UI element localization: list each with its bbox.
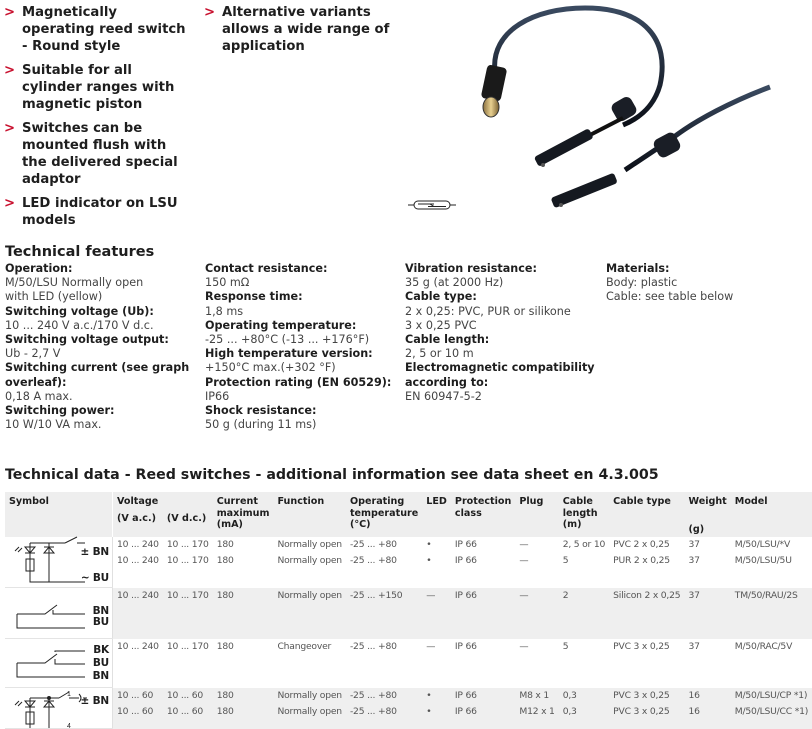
cell-value: 37 — [688, 539, 700, 550]
cell-value: M/50/RAC/5V — [734, 640, 793, 652]
feature-label: Response time: — [205, 290, 303, 304]
cell-cable-type — [609, 639, 684, 688]
cell-value: 2 — [562, 589, 569, 601]
cell-value: 5 — [562, 640, 569, 652]
bullet-column-1 — [4, 4, 194, 236]
cell-value: 37 — [688, 589, 700, 601]
technical-data-table — [5, 492, 812, 729]
sensor-body — [551, 173, 618, 209]
cell-led — [422, 688, 451, 729]
header-function: Function — [273, 492, 345, 537]
feature-label: Vibration resistance: — [405, 262, 537, 275]
feature-value: Body: plastic — [606, 276, 678, 290]
header-voltage-ac: Voltage (V a.c.) — [113, 492, 163, 537]
cell-current — [213, 639, 274, 688]
chevron-right-icon: > — [4, 5, 16, 20]
cell-vac — [113, 639, 163, 688]
features-column-3 — [405, 262, 605, 404]
cell-value: PUR 2 x 0,25 — [613, 555, 670, 566]
cell-value: 10 ... 240 — [117, 539, 159, 550]
cell-value: PVC 3 x 0,25 — [613, 705, 670, 717]
cell-value: — — [519, 555, 529, 566]
feature-value: Cable: see table below — [606, 290, 734, 304]
cell-model — [731, 688, 812, 729]
cell-value: M/50/LSU/CC *1) — [734, 705, 809, 717]
cell-vac — [113, 688, 163, 729]
technical-features-title: Technical features — [5, 244, 155, 260]
cell-weight — [684, 688, 730, 729]
cell-value: -25 ... +80 — [349, 689, 397, 701]
cell-value: • — [426, 705, 432, 717]
reed-sensor-photo — [395, 0, 790, 240]
cell-value: — — [426, 589, 436, 601]
cell-value: -25 ... +80 — [349, 555, 397, 566]
cell-function — [273, 639, 345, 688]
cell-value: 10 ... 170 — [166, 555, 209, 566]
cable — [625, 87, 770, 170]
cell-weight — [684, 588, 730, 639]
cell-value: 10 ... 240 — [117, 640, 159, 652]
header-voltage-dc: (V d.c.) — [163, 492, 213, 537]
bullet-item: > Alternative variants allows a wide range of application — [204, 5, 390, 54]
cell-value: 10 ... 60 — [166, 705, 204, 717]
cell-value: 37 — [688, 640, 700, 652]
table-row-group — [5, 639, 812, 688]
cell-vdc — [163, 537, 213, 588]
feature-label: Operating temperature: — [205, 318, 357, 332]
feature-value: M/50/LSU Normally open — [5, 276, 144, 290]
cell-vac — [113, 588, 163, 639]
header-current: Current maximum (mA) — [213, 492, 274, 537]
cell-value: IP 66 — [454, 705, 477, 717]
reed-switch-symbol-icon — [5, 588, 95, 638]
feature-label: Electromagnetic compatibility according to: — [405, 361, 595, 389]
feature-value: 150 mΩ — [205, 276, 250, 290]
cell-model — [731, 639, 812, 688]
feature-value: Ub - 2,7 V — [5, 347, 61, 361]
cell-value: Changeover — [277, 640, 332, 652]
cell-current — [213, 537, 274, 588]
wire-label: BU — [92, 657, 109, 669]
cell-value: 16 — [688, 689, 700, 701]
cell-value: — — [519, 640, 529, 652]
cell-plug — [515, 537, 558, 588]
wire-label: BN — [92, 670, 109, 682]
features-column-2 — [205, 262, 400, 432]
cell-value: IP 66 — [454, 539, 477, 550]
cell-value: 10 ... 170 — [166, 640, 209, 652]
cell-model — [731, 537, 812, 588]
feature-value: 1,8 ms — [205, 304, 244, 318]
cell-value: • — [426, 689, 432, 701]
cell-value: -25 ... +80 — [349, 640, 397, 652]
chevron-right-icon: > — [204, 5, 216, 20]
cell-cable-type — [609, 688, 684, 729]
chevron-right-icon: > — [4, 63, 16, 78]
cell-cable-type — [609, 588, 684, 639]
cell-value: 10 ... 240 — [117, 555, 159, 566]
cell-led — [422, 537, 451, 588]
table-row-group — [5, 537, 812, 588]
cell-weight — [684, 639, 730, 688]
cell-value: 10 ... 240 — [117, 589, 159, 601]
cell-value: 10 ... 60 — [117, 705, 154, 717]
bullet-item: > Switches can be mounted flush with the delivered special adaptor — [4, 121, 178, 187]
cell-vdc — [163, 639, 213, 688]
feature-value: EN 60947-5-2 — [405, 389, 482, 403]
cell-function — [273, 688, 345, 729]
feature-label: Switching voltage output: — [5, 333, 169, 347]
led-reed-plug-symbol-icon — [5, 688, 95, 728]
wire-label: ~ BU — [80, 572, 109, 584]
feature-value: 3 x 0,25 PVC — [405, 318, 477, 332]
table-header-row — [5, 492, 812, 537]
cell-value: 10 ... 170 — [166, 589, 209, 601]
technical-data-title: Technical data - Reed switches - additional information see data sheet en 4.3.005 — [5, 467, 659, 483]
cell-cable-length — [559, 688, 609, 729]
feature-value: 50 g (during 11 ms) — [205, 418, 317, 432]
cell-value: PVC 3 x 0,25 — [613, 640, 670, 652]
cell-model — [731, 588, 812, 639]
cell-value: -25 ... +150 — [349, 589, 403, 601]
cell-value: 10 ... 170 — [166, 539, 209, 550]
cell-value: Silicon 2 x 0,25 — [613, 589, 681, 601]
cell-value: M12 x 1 — [519, 705, 555, 717]
cell-weight — [684, 537, 730, 588]
cell-value: IP 66 — [454, 555, 477, 566]
cell-cable-length — [559, 639, 609, 688]
feature-value: 35 g (at 2000 Hz) — [405, 276, 504, 290]
cell-value: • — [426, 539, 432, 550]
pin-label: 4 — [67, 723, 71, 729]
cell-value: Normally open — [277, 539, 342, 550]
bullet-column-2 — [204, 4, 394, 62]
cell-plug — [515, 588, 558, 639]
cell-value: IP 66 — [454, 589, 477, 601]
bullet-item: > LED indicator on LSU models — [4, 196, 178, 228]
cell-value: 180 — [216, 539, 234, 550]
cell-protection — [451, 588, 515, 639]
cell-current — [213, 688, 274, 729]
cell-value: -25 ... +80 — [349, 539, 397, 550]
cell-value: IP 66 — [454, 640, 477, 652]
chevron-right-icon: > — [4, 196, 16, 211]
cell-value: 0,3 — [562, 689, 577, 701]
header-symbol: Symbol — [5, 492, 113, 537]
symbol-cell — [5, 688, 113, 729]
cell-led — [422, 588, 451, 639]
header-weight: Weight (g) — [684, 492, 730, 537]
cell-protection — [451, 639, 515, 688]
header-cable-length: Cable length (m) — [559, 492, 609, 537]
feature-label: Contact resistance: — [205, 262, 328, 275]
cell-value: 2, 5 or 10 — [562, 539, 606, 550]
feature-label: Switching voltage (Ub): — [5, 304, 154, 318]
symbol-cell — [5, 588, 113, 639]
pin-label: 1 — [67, 691, 71, 698]
wire-label: BU — [92, 616, 109, 628]
cell-value: -25 ... +80 — [349, 705, 397, 717]
feature-label: Cable length: — [405, 333, 490, 347]
cell-value: • — [426, 555, 432, 566]
feature-value: 2, 5 or 10 m — [405, 347, 474, 361]
cell-cable-type — [609, 537, 684, 588]
cell-plug — [515, 639, 558, 688]
sensor-body — [534, 128, 594, 167]
cell-vdc — [163, 688, 213, 729]
feature-label: Switching current (see graph overleaf): — [5, 361, 190, 389]
cell-plug — [515, 688, 558, 729]
bullet-item: > Suitable for all cylinder ranges with magnetic piston — [4, 63, 175, 112]
cell-value: Normally open — [277, 555, 342, 566]
feature-value: 10 W/10 VA max. — [5, 418, 102, 432]
table-row-group — [5, 588, 812, 639]
cell-value: M/50/LSU/*V — [734, 539, 791, 550]
wire-label: BK — [93, 644, 109, 656]
cell-value: 180 — [216, 589, 234, 601]
cell-vac — [113, 537, 163, 588]
wire-label: ± BN — [80, 546, 109, 558]
cell-value: M/50/LSU/5U — [734, 555, 792, 566]
cell-value: 16 — [688, 705, 700, 717]
wire-label: ± BN — [80, 695, 109, 707]
reed-switch-icon — [408, 201, 456, 209]
cell-value: 180 — [216, 689, 234, 701]
header-plug: Plug — [515, 492, 558, 537]
cell-value: Normally open — [277, 689, 342, 701]
feature-value: 10 ... 240 V a.c./170 V d.c. — [5, 318, 154, 332]
bullet-item: > Magnetically operating reed switch - Round style — [4, 5, 186, 54]
cell-value: Normally open — [277, 705, 342, 717]
cell-value: 37 — [688, 555, 700, 566]
cell-vdc — [163, 588, 213, 639]
cell-value: PVC 3 x 0,25 — [613, 689, 670, 701]
feature-label: Protection rating (EN 60529): — [205, 375, 392, 389]
header-protection: Protection class — [451, 492, 515, 537]
wire-label: BN — [92, 605, 109, 617]
feature-value: +150°C max.(+302 °F) — [205, 361, 336, 375]
cell-value: IP 66 — [454, 689, 477, 701]
cell-value: 0,3 — [562, 705, 577, 717]
cell-temperature — [346, 639, 422, 688]
feature-label: Materials: — [606, 262, 670, 275]
cell-value: M8 x 1 — [519, 689, 550, 701]
cell-value: 180 — [216, 640, 234, 652]
cell-current — [213, 588, 274, 639]
feature-value: 0,18 A max. — [5, 389, 73, 403]
cell-temperature — [346, 537, 422, 588]
table-row-group — [5, 688, 812, 729]
cell-function — [273, 588, 345, 639]
feature-label: Shock resistance: — [205, 404, 317, 418]
features-column-1 — [5, 262, 200, 432]
connector-plug — [483, 97, 499, 117]
header-temperature: Operating temperature (°C) — [346, 492, 422, 537]
feature-label: Cable type: — [405, 290, 477, 304]
cell-cable-length — [559, 537, 609, 588]
chevron-right-icon: > — [4, 121, 16, 136]
cell-value: — — [426, 640, 436, 652]
cell-value: 5 — [562, 555, 569, 566]
cell-value: — — [519, 589, 529, 601]
header-led: LED — [422, 492, 451, 537]
symbol-cell — [5, 537, 113, 588]
cell-value: Normally open — [277, 589, 342, 601]
connector-body — [481, 64, 508, 101]
symbol-cell — [5, 639, 113, 688]
cell-protection — [451, 688, 515, 729]
feature-label: Operation: — [5, 262, 73, 275]
feature-label: Switching power: — [5, 404, 115, 418]
cell-value: 180 — [216, 555, 234, 566]
cell-value: 10 ... 60 — [166, 689, 204, 701]
cable — [495, 8, 663, 125]
feature-value: with LED (yellow) — [5, 290, 103, 304]
cell-value: — — [519, 539, 529, 550]
cell-temperature — [346, 688, 422, 729]
cell-value: M/50/LSU/CP *1) — [734, 689, 808, 701]
cell-led — [422, 639, 451, 688]
feature-value: -25 ... +80°C (-13 ... +176°F) — [205, 333, 370, 347]
cell-value: TM/50/RAU/2S — [734, 589, 798, 601]
feature-value: IP66 — [205, 389, 230, 403]
product-image — [395, 0, 790, 240]
cell-value: PVC 2 x 0,25 — [613, 539, 670, 550]
header-model: Model — [731, 492, 812, 537]
features-column-4 — [606, 262, 786, 305]
cell-cable-length — [559, 588, 609, 639]
cell-value: 180 — [216, 705, 234, 717]
cell-value: 10 ... 60 — [117, 689, 154, 701]
changeover-switch-symbol-icon — [5, 639, 95, 689]
cell-temperature — [346, 588, 422, 639]
feature-value: 2 x 0,25: PVC, PUR or silikone — [405, 304, 571, 318]
feature-label: High temperature version: — [205, 347, 373, 361]
cell-protection — [451, 537, 515, 588]
cell-function — [273, 537, 345, 588]
header-cable-type: Cable type — [609, 492, 684, 537]
